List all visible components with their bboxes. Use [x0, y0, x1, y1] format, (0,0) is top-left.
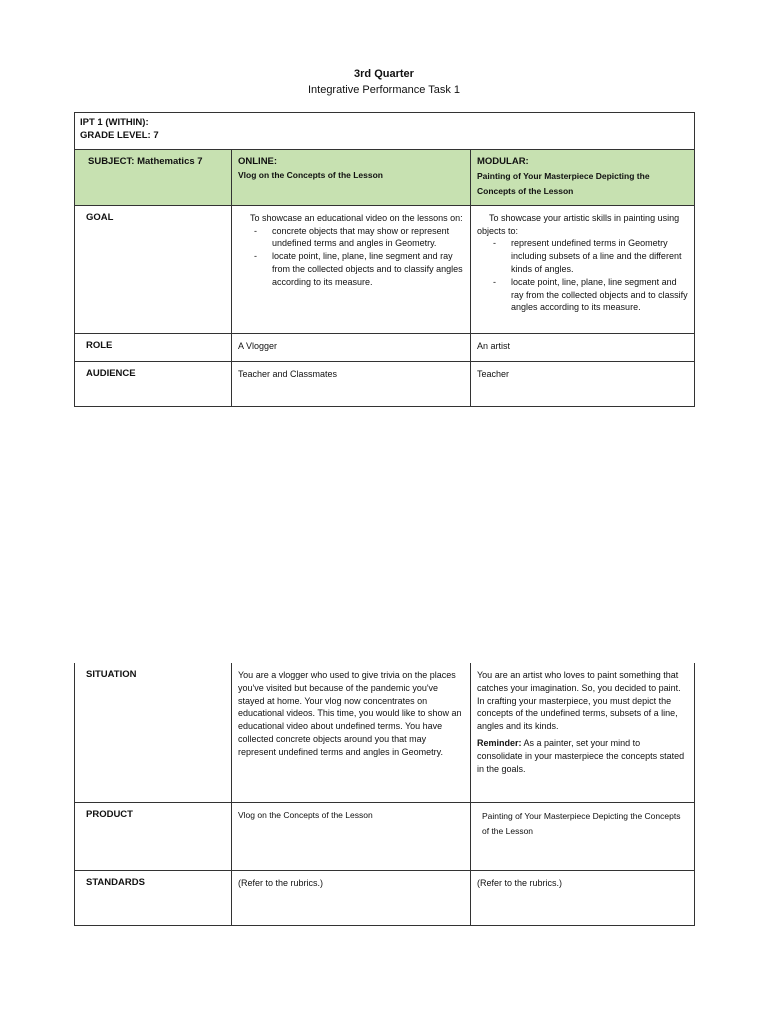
- role-online: A Vlogger: [232, 333, 471, 361]
- goal-modular-intro: To showcase your artistic skills in painting using objects to:: [477, 212, 680, 236]
- subject-cell: SUBJECT: Mathematics 7: [75, 150, 232, 206]
- ipt-table-top: [74, 112, 695, 407]
- standards-label: STANDARDS: [75, 870, 232, 925]
- role-label: ROLE: [75, 333, 232, 361]
- situation-label: SITUATION: [75, 663, 232, 802]
- quarter-title: 3rd Quarter: [354, 68, 414, 80]
- grade-level-label: GRADE LEVEL: 7: [80, 129, 159, 141]
- standards-modular: (Refer to the rubrics.): [471, 870, 695, 925]
- reminder-label: Reminder:: [477, 737, 522, 748]
- product-label: PRODUCT: [75, 802, 232, 870]
- situation-modular: You are an artist who loves to paint something that catches your imagination. So, you decided to paint. In crafting your masterpiece, you must depict the concepts of the undefined terms, subsets of a line, angles and its kinds.: [477, 670, 681, 732]
- task-title: Integrative Performance Task 1: [307, 84, 461, 96]
- ipt-grade-cell: [75, 113, 695, 150]
- goal-modular-list: [477, 237, 688, 314]
- reminder-text: As a painter, set your mind to consolidate in your masterpiece the concepts stated in the goals.: [477, 737, 685, 774]
- standards-online: (Refer to the rubrics.): [232, 870, 471, 925]
- ipt-table-bottom: [74, 663, 695, 926]
- product-modular: Painting of Your Masterpiece Depicting the Concepts of the Lesson: [471, 802, 695, 870]
- list-item: - locate point, line, plane, line segment and ray from the collected objects and to classify angles according to its measure.: [491, 276, 688, 314]
- audience-modular: Teacher: [471, 361, 695, 406]
- list-item: - concrete objects that may show or represent undefined terms and angles in Geometry.: [252, 225, 464, 251]
- audience-online: Teacher and Classmates: [232, 361, 471, 406]
- reminder: [477, 737, 688, 775]
- ipt-label: IPT 1 (WITHIN):: [80, 117, 149, 128]
- goal-label: GOAL: [75, 205, 232, 333]
- online-header-cell: [232, 150, 471, 206]
- goal-online-cell: [232, 205, 471, 333]
- modular-header-cell: [471, 150, 695, 206]
- online-title: Vlog on the Concepts of the Lesson: [238, 169, 383, 180]
- list-item: - locate point, line, plane, line segment and ray from the collected objects and to classify angles according to its measure.: [252, 250, 464, 288]
- audience-label: AUDIENCE: [75, 361, 232, 406]
- list-item: - represent undefined terms in Geometry including subsets of a line and the different kinds of angles.: [491, 237, 688, 275]
- goal-online-intro: To showcase an educational video on the lessons on:: [250, 212, 463, 223]
- situation-online: You are a vlogger who used to give trivia on the places you've visited but because of the pandemic you've stayed at home. Your vlog now concentrates on educational videos. This time, you would like to show an educational video about undefined terms. You have collected concrete objects around you that may represent undefined terms and angles in Geometry.: [232, 663, 471, 802]
- product-online: Vlog on the Concepts of the Lesson: [232, 802, 471, 870]
- online-heading: ONLINE:: [238, 156, 278, 167]
- goal-online-list: [238, 225, 464, 289]
- goal-modular-cell: [471, 205, 695, 333]
- role-modular: An artist: [471, 333, 695, 361]
- situation-modular-cell: [471, 663, 695, 802]
- modular-heading: MODULAR:: [477, 156, 529, 167]
- modular-title: Painting of Your Masterpiece Depicting the Concepts of the Lesson: [477, 170, 650, 196]
